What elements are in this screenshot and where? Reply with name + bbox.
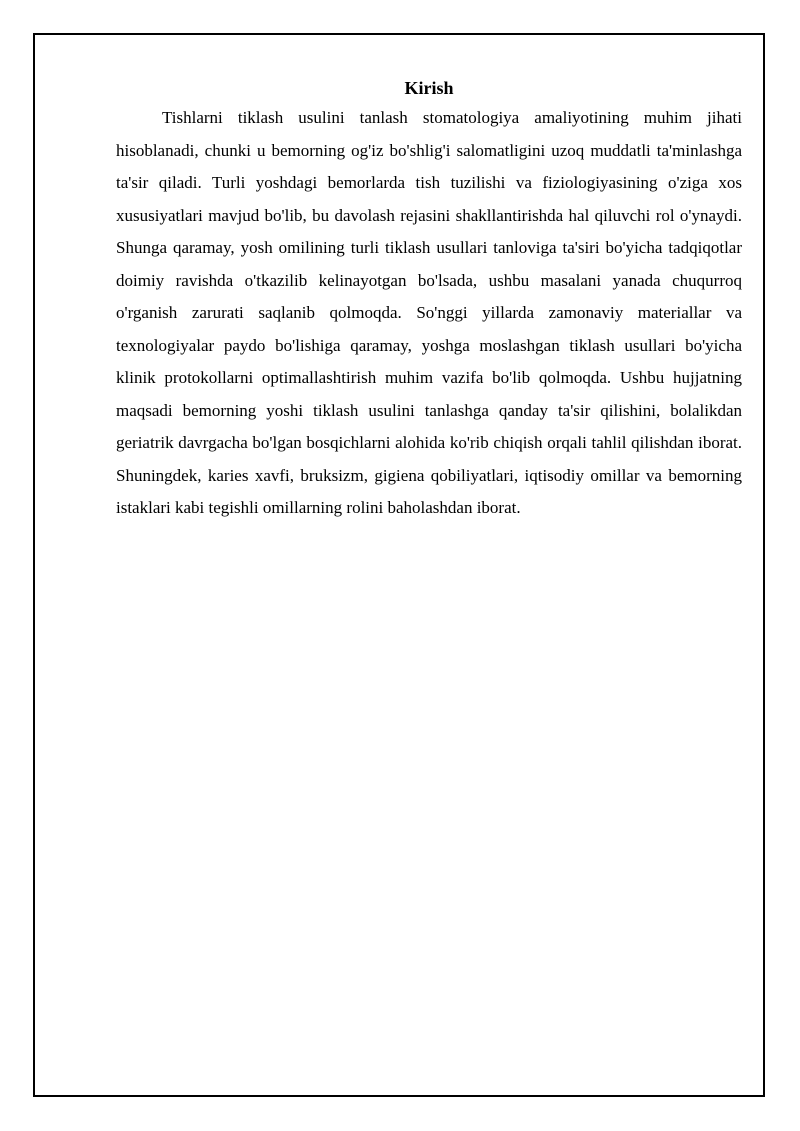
document-body: [116, 74, 742, 525]
intro-paragraph: Tishlarni tiklash usulini tanlash stomatologiya amaliyotining muhim jihati hisoblanadi, chunki u bemorning og'iz bo'shlig'i salomatligini uzoq muddatli ta'minlashga ta'sir qiladi. Turli yoshdagi bemorlarda tish tuzilishi va fiziologiyasining o'ziga xos xususiyatlari mavjud bo'lib, bu davolash rejasini shakllantirishda hal qiluvchi rol o'ynaydi. Shunga qaramay, yosh omilining turli tiklash usullari tanloviga ta'siri bo'yicha tadqiqotlar doimiy ravishda o'tkazilib kelinayotgan bo'lsada, ushbu masalani yanada chuqurroq o'rganish zarurati saqlanib qolmoqda. So'nggi yillarda zamonaviy materiallar va texnologiyalar paydo bo'lishiga qaramay, yoshga moslashgan tiklash usullari bo'yicha klinik protokollarni optimallashtirish muhim vazifa bo'lib qolmoqda. Ushbu hujjatning maqsadi bemorning yoshi tiklash usulini tanlashga qanday ta'sir qilishini, bolalikdan geriatrik davrgacha bo'lgan bosqichlarni alohida ko'rib chiqish orqali tahlil qilishdan iborat. Shuningdek, karies xavfi, bruksizm, gigiena qobiliyatlari, iqtisodiy omillar va bemorning istaklari kabi tegishli omillarning rolini baholashdan iborat.: [116, 108, 742, 517]
section-heading: Kirish: [404, 78, 454, 98]
